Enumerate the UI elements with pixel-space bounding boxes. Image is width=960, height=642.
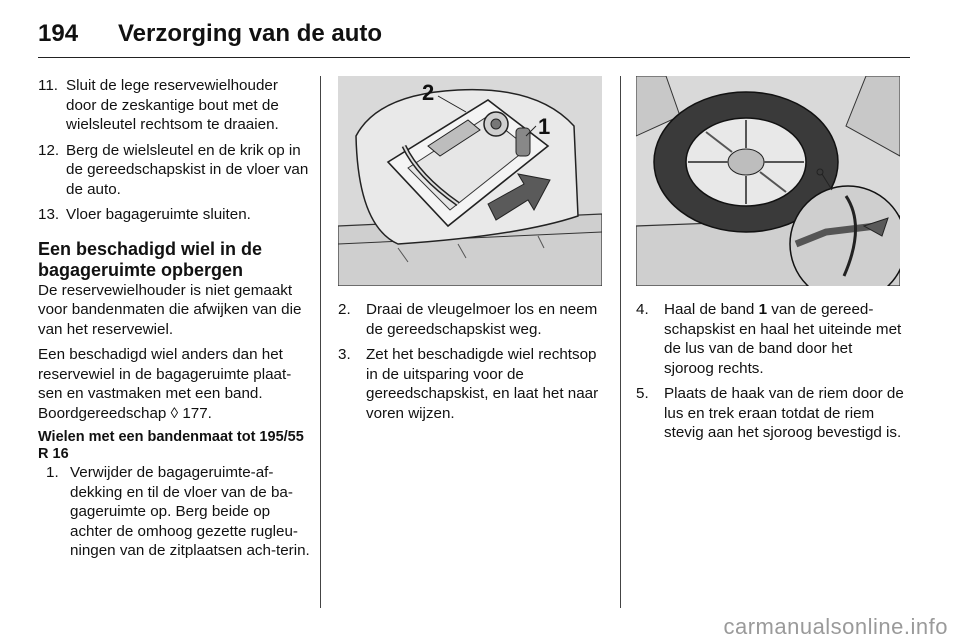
page-title: Verzorging van de auto [118,20,383,47]
tool-box-figure [338,76,602,286]
section-heading: Een beschadigd wiel in de bagageruimte opbergen [38,238,263,280]
list-item: 3. Zet het beschadigde wiel rechtsop in de uitsparing voor de gereedschapskist, en laat het naar voren wijzen. [338,346,599,422]
header-divider [38,57,910,58]
list-item: 4. Haal de band 1 van de gereed-schapskist en haal het uiteinde met de lus van de band door het sjoroog rechts. [636,301,902,377]
column-divider [320,76,321,608]
list-item: 13. Vloer bagageruimte sluiten. [38,206,251,223]
list-item: 5. Plaats de haak van de riem door de lus en trek eraan totdat de riem stevig aan het sjoroog bevestigd is. [636,385,904,441]
spare-wheel-figure [636,76,900,286]
steps-list-4-5 [636,300,904,443]
list-item: 1. Verwijder de bagageruimte-af-dekking en til de vloer van de ba-gageruimte op. Berg beide op achter de omhoog gezette rugleu-ningen van de zitplaatsen ach-terin. [46,464,310,559]
figure-label-2: 2 [422,80,435,105]
tool-box-illustration [338,76,602,286]
steps-list-2-3 [338,300,606,423]
paragraph: Een beschadigd wiel anders dan het reservewiel in de bagageruimte plaat-sen en vastmaken met een band. Boordgereedschap ◊ 177. [38,346,292,422]
page-reference-icon: ◊ [170,404,179,422]
steps-list-11-13 [38,76,310,225]
page-header [38,14,910,58]
list-item: 2. Draai de vleugelmoer los en neem de gereedschapskist weg. [338,301,598,338]
figure-label-1: 1 [538,114,551,139]
list-item: 11. Sluit de lege reservewielhouder door de zeskantige bout met de wielsleutel rechtsom te draaien. [38,77,279,133]
spare-wheel-illustration [636,76,900,286]
page-number: 194 [38,20,79,47]
column-right [636,76,904,449]
list-item: 12. Berg de wielsleutel en de krik op in de gereedschapskist in de vloer van de auto. [38,141,309,198]
subheading: Wielen met een bandenmaat tot 195/55 R 16 [38,429,304,462]
steps-list-1 [38,463,310,561]
column-divider [620,76,621,608]
watermark: carmanualsonline.info [723,614,948,639]
callout-reference: 1 [758,301,768,318]
column-middle [338,76,606,429]
paragraph: De reservewielhouder is niet gemaakt voor bandenmaten die afwijken van die van het reservewiel. [38,281,302,338]
column-left [38,76,310,567]
